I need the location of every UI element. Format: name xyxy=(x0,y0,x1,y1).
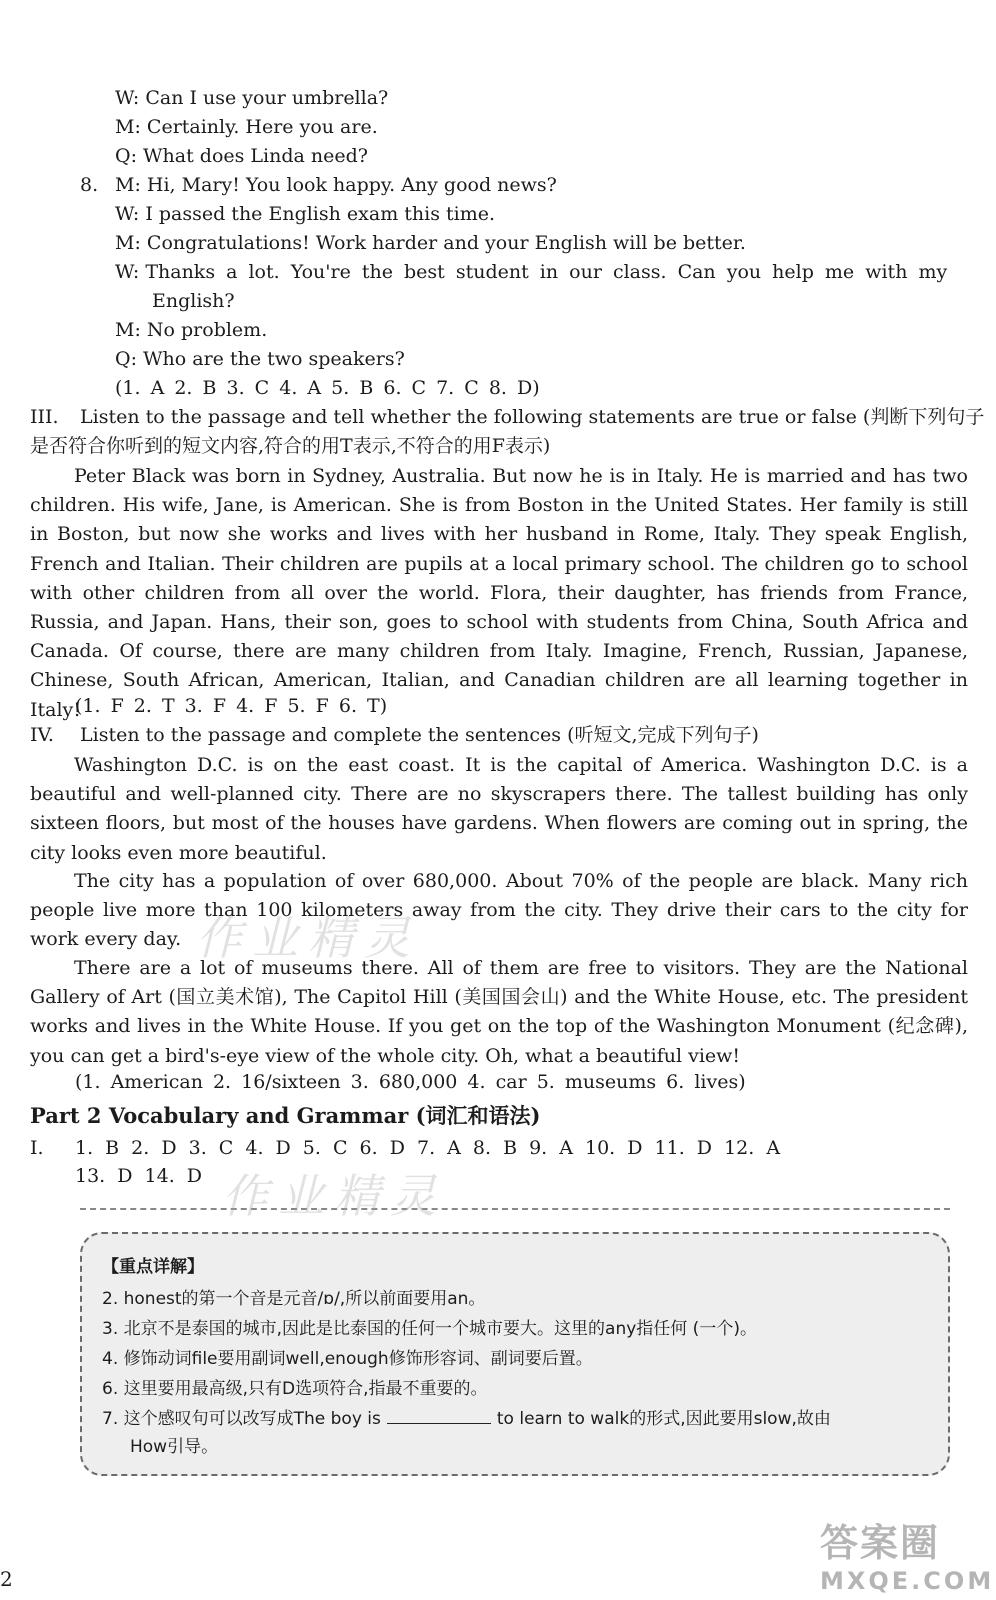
section-numeral: III. xyxy=(30,406,59,428)
notes-box xyxy=(80,1232,950,1476)
section-instruction: Listen to the passage and tell whether the following statements are true or false (判断下列句子 xyxy=(80,406,985,428)
note-item: 7. 这个感叹句可以改写成The boy is to learn to walk的形式,因此要用slow,故由 xyxy=(102,1409,831,1429)
passage: Peter Black was born in Sydney, Australia. But now he is in Italy. He is married and has two children. His wife, Jane, is American. She is from Boston in the United States. Her family is still in Boston, but now she works and lives with her husband in Rome, Italy. They speak English, French and Italian. Their children are pupils at a local primary school. The children go to school with other children from all over the world. Flora, their daughter, has friends from France, Russia, and Japan. Hans, their son, goes to school with students from China, South Africa and Canada. Of course, there are many children from Italy. Imagine, French, Russian, Japanese, Chinese, South African, American, Italian, and Canadian children are all learning together in Italy! xyxy=(30,465,968,721)
section-numeral: I. xyxy=(30,1137,44,1159)
section-numeral: IV. xyxy=(30,724,54,746)
dialogue-line: W: I passed the English exam this time. xyxy=(115,203,496,225)
passage-paragraph: Washington D.C. is on the east coast. It is the capital of America. Washington D.C. is a beautiful and well-planned city. There are no skyscrapers there. The tallest building has only sixteen floors, but most of the houses have gardens. When flowers are coming out in spring, the city looks even more beautiful. xyxy=(30,754,968,864)
answer-key: 13. D 14. D xyxy=(75,1165,203,1187)
note-item: 2. honest的第一个音是元音/ɒ/,所以前面要用an。 xyxy=(102,1289,486,1309)
note-item: How引导。 xyxy=(130,1437,219,1457)
watermark: 作业精灵 xyxy=(196,911,420,965)
answer-key: (1. A 2. B 3. C 4. A 5. B 6. C 7. C 8. D) xyxy=(115,377,540,399)
dialogue-line: Q: Who are the two speakers? xyxy=(115,348,405,370)
fill-blank xyxy=(387,1423,491,1424)
question-number: 8. xyxy=(80,174,99,196)
dialogue-line: English? xyxy=(152,290,235,312)
dialogue-line: M: Certainly. Here you are. xyxy=(115,116,378,138)
passage-paragraph: There are a lot of museums there. All of them are free to visitors. They are the National Gallery of Art (国立美术馆), The Capitol Hill (美国国会山) and the White House, etc. The president works and lives in the White House. If you get on the top of the Washington Monument (纪念碑), you can get a bird's-eye view of the whole city. Oh, what a beautiful view! xyxy=(30,957,968,1067)
dialogue-line: M: Congratulations! Work harder and your English will be better. xyxy=(115,232,746,254)
page-number: 2 xyxy=(0,1567,13,1591)
note-item: 6. 这里要用最高级,只有D选项符合,指最不重要的。 xyxy=(102,1379,488,1399)
note-item: 4. 修饰动词file要用副词well,enough修饰形容词、副词要后置。 xyxy=(102,1349,593,1369)
answer-key: (1. American 2. 16/sixteen 3. 680,000 4. car 5. museums 6. lives) xyxy=(75,1071,746,1093)
part-title: Part 2 Vocabulary and Grammar (词汇和语法) xyxy=(30,1103,541,1128)
answer-key: (1. F 2. T 3. F 4. F 5. F 6. T) xyxy=(75,695,388,717)
site-logo: 答案圈 MXQE.COM xyxy=(820,1521,995,1595)
dialogue-line: M: No problem. xyxy=(115,319,268,341)
divider xyxy=(80,1208,950,1210)
section-instruction: Listen to the passage and complete the sentences (听短文,完成下列句子) xyxy=(80,724,759,746)
note-item: 3. 北京不是泰国的城市,因此是比泰国的任何一个城市要大。这里的any指任何 (一个)。 xyxy=(102,1319,757,1339)
dialogue-line: W: Can I use your umbrella? xyxy=(115,87,389,109)
dialogue-line: Q: What does Linda need? xyxy=(115,145,368,167)
passage-paragraph: The city has a population of over 680,000. About 70% of the people are black. Many rich people live more than 100 kilometers away from the city. They drive their cars to the city for work every day. xyxy=(30,870,968,951)
dialogue-line: W: Thanks a lot. You're the best student in our class. Can you help me with my xyxy=(115,261,948,283)
watermark: 作业精灵 xyxy=(222,1169,446,1223)
section-instruction: 是否符合你听到的短文内容,符合的用T表示,不符合的用F表示) xyxy=(30,435,551,457)
notes-title: 【重点详解】 xyxy=(102,1257,204,1277)
